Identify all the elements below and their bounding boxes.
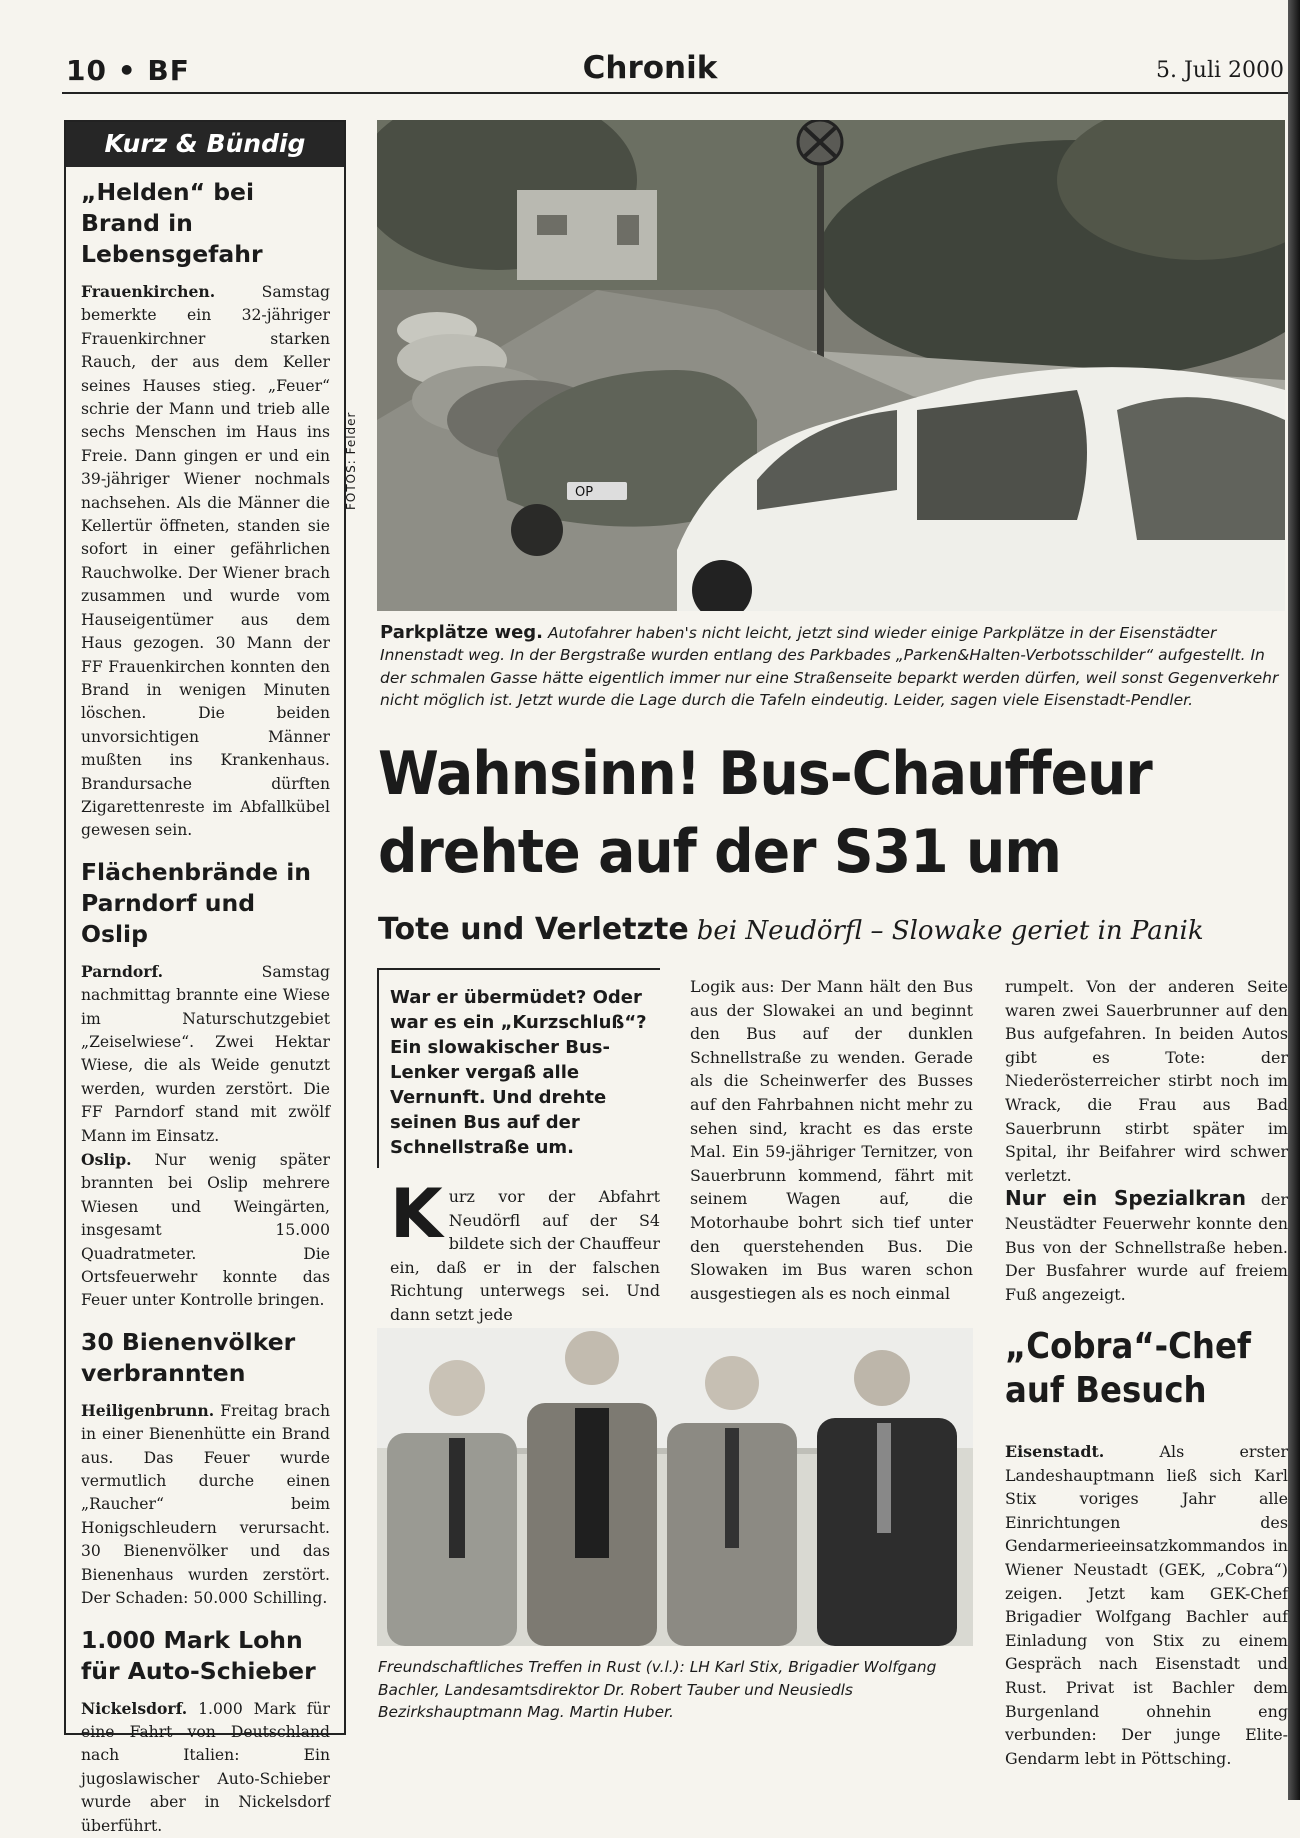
caption-lead: Parkplätze weg. xyxy=(380,622,544,643)
subheadline-italic: bei Neudörfl – Slowake geriet in Panik xyxy=(696,916,1204,946)
main-headline xyxy=(378,735,1215,891)
masthead-rule xyxy=(62,92,1288,94)
page-label: 10 • BF xyxy=(66,54,190,87)
sidebar-kurz-buendig xyxy=(64,120,346,1835)
brief-dateline: Nickelsdorf. xyxy=(81,1698,188,1718)
brief-dateline: Frauenkirchen. xyxy=(81,282,216,301)
brief-dateline: Oslip. xyxy=(81,1150,132,1169)
page-edge-shadow xyxy=(1288,0,1300,1800)
brief-text xyxy=(81,280,330,843)
brief-dateline: Heiligenbrunn. xyxy=(81,1400,215,1420)
parking-photo-art xyxy=(377,120,1285,611)
article-column-1 xyxy=(390,1175,660,1327)
brief-dateline: Parndorf. xyxy=(81,961,164,981)
group-photo xyxy=(377,1328,973,1646)
page-date: 5. Juli 2000 xyxy=(1155,58,1284,83)
article-intro: War er übermüdet? Oder war es ein „Kurzschluß“? Ein slowakischer Bus-Lenker vergaß alle Vernunft. Und drehte seinen Bus auf der Schnellstraße um. xyxy=(390,987,647,1158)
brief-text xyxy=(81,960,330,1313)
brief-text xyxy=(81,1399,330,1611)
photo-credit: FOTOS: Felder xyxy=(344,411,358,510)
brief-body: Freitag brach in einer Bienenhütte ein Brand aus. Das Feuer wurde vermutlich durche einen „Raucher“ beim Honigschleudern verursacht. 30 Bienenvölker und das Bienenhaus wurden zerstört. Der Schaden: 50.000 Schilling. xyxy=(81,1401,330,1608)
intro-rule-top xyxy=(377,968,660,970)
intro-rule-left xyxy=(377,968,379,1168)
brief-title: „Helden“ bei Brand in Lebensgefahr xyxy=(81,178,263,268)
parking-caption xyxy=(380,622,1286,712)
brief-body: Nur wenig später brannten bei Oslip mehrere Wiesen und Weingärten, insgesamt 15.000 Quadratmeter. Die Ortsfeuerwehr konnte das Feuer unter Kontrolle bringen. xyxy=(81,1151,330,1310)
brief-body: Samstag bemerkte ein 32-jähriger Frauenkirchner starken Rauch, der aus dem Keller seines Hauses stieg. „Feuer“ schrie der Mann und trieb alle sechs Menschen im Haus ins Freie. Dann gingen er und ein 39-jähriger Wiener nochmals nachsehen. Als die Männer die Kellertür öffneten, standen sie sofort in einer gefährlichen Rauchwolke. Der Wiener brach zusammen und wurde vom Hauseigentümer aus dem Haus gezogen. 30 Mann der FF Frauenkirchen konnten den Brand in wenigen Minuten löschen. Die beiden unvorsichtigen Männer mußten ins Krankenhaus. Brandursache dürften Zigarettenreste im Abfallkübel gewesen sein. xyxy=(81,283,330,840)
headline-line-1: Wahnsinn! Bus-Chauffeur xyxy=(378,739,1152,809)
brief-title: 1.000 Mark Lohn für Auto-Schieber xyxy=(81,1625,316,1685)
drop-cap: K xyxy=(390,1175,443,1254)
article-column-2: Logik aus: Der Mann hält den Bus aus der Slowakei an und beginnt den Bus auf der dunklen Schnellstraße zu wenden. Gerade als die Scheinwerfer des Busses auf den Fahrbahnen nicht mehr zu sehen sind, kracht es das erste Mal. Ein 59-jähriger Ternitzer, von Sauerbrunn kommend, fährt mit seinem Wagen auf, die Motorhaube bohrt sich tief unter den querstehenden Bus. Die Slowaken im Bus waren schon ausgestiegen als es noch einmal xyxy=(690,977,973,1303)
group-photo-art xyxy=(377,1328,973,1646)
brief-body: 1.000 Mark für eine Fahrt von Deutschland nach Italien: Ein jugoslawischer Auto-Schieber wurde aber in Nickelsdorf überführt. xyxy=(81,1699,330,1835)
cobra-dateline: Eisenstadt. xyxy=(1005,1442,1105,1461)
article-column-3 xyxy=(1005,975,1288,1306)
subheadline-bold: Tote und Verletzte xyxy=(378,912,689,947)
license-plate: OP xyxy=(575,485,594,500)
sidebar-header: Kurz & Bündig xyxy=(66,122,344,167)
cobra-text xyxy=(1005,1440,1288,1770)
headline-line-2: drehte auf der S31 um xyxy=(378,817,1061,887)
brief-text xyxy=(81,1697,330,1838)
cobra-headline: „Cobra“-Chef auf Besuch xyxy=(1005,1326,1252,1411)
cobra-body: Als erster Landeshauptmann ließ sich Karl Stix voriges Jahr alle Einrichtungen des Gendarmerieeinsatzkommandos in Wiener Neustadt (GEK, „Cobra“) zeigen. Jetzt kam GEK-Chef Brigadier Wolfgang Bachler auf Einladung von Stix zu einem Gespräch nach Eisenstadt und Rust. Privat ist Bachler dem Burgenland ohnehin eng verbunden: Der junge Elite-Gendarm lebt in Pöttsching. xyxy=(1005,1442,1288,1768)
brief-body: Samstag nachmittag brannte eine Wiese im Naturschutzgebiet „Zeiselwiese“. Zwei Hektar Wiese, die als Weide genutzt werden, wurden zerstört. Die FF Parndorf stand mit zwölf Mann im Einsatz. xyxy=(81,962,330,1145)
column-3-tail: der Neustädter Feuerwehr konnte den Bus von der Schnellstraße heben. Der Busfahrer wurde auf freiem Fuß angezeigt. xyxy=(1005,1190,1288,1304)
subheadline xyxy=(378,912,1298,947)
section-title: Chronik xyxy=(582,50,718,86)
brief-title: Flächenbrände in Parndorf und Oslip xyxy=(81,857,312,948)
group-photo-caption: Freundschaftliches Treffen in Rust (v.l.): LH Karl Stix, Brigadier Wolfgang Bachler, Landesamtsdirektor Dr. Robert Tauber und Neusiedls Bezirkshauptmann Mag. Martin Huber. xyxy=(378,1658,937,1722)
brief-title: 30 Bienenvölker verbrannten xyxy=(81,1327,296,1387)
caption-text: Autofahrer haben's nicht leicht, jetzt sind wieder einige Parkplätze in der Eisenstädter Innenstadt weg. In der Bergstraße wurden entlang des Parkbades „Parken&Halten-Verbotsschilder“ aufgestellt. In der schmalen Gasse hätte eigentlich immer nur eine Straßenseite beparkt werden dürfen, weil sonst Gegenverkehr nicht möglich ist. Jetzt wurde die Lage durch die Tafeln eindeutig. Leider, sagen viele Eisenstadt-Pendler. xyxy=(380,624,1279,710)
parking-photo xyxy=(377,120,1285,611)
column-1-text: urz vor der Abfahrt Neudörfl auf der S4 bildete sich der Chauffeur ein, daß er in der falschen Richtung unterwegs sei. Und dann setzt jede xyxy=(390,1187,660,1324)
column-3-subhead: Nur ein Spezialkran xyxy=(1005,1186,1246,1211)
column-3-text: rumpelt. Von der anderen Seite waren zwei Sauerbrunner auf den Bus aufgefahren. In beiden Autos gibt es Tote: der Niederösterreicher stirbt noch im Wrack, die Frau aus Bad Sauerbrunn stirbt später im Spital, ihr Beifahrer wird schwer verletzt. xyxy=(1005,977,1288,1185)
